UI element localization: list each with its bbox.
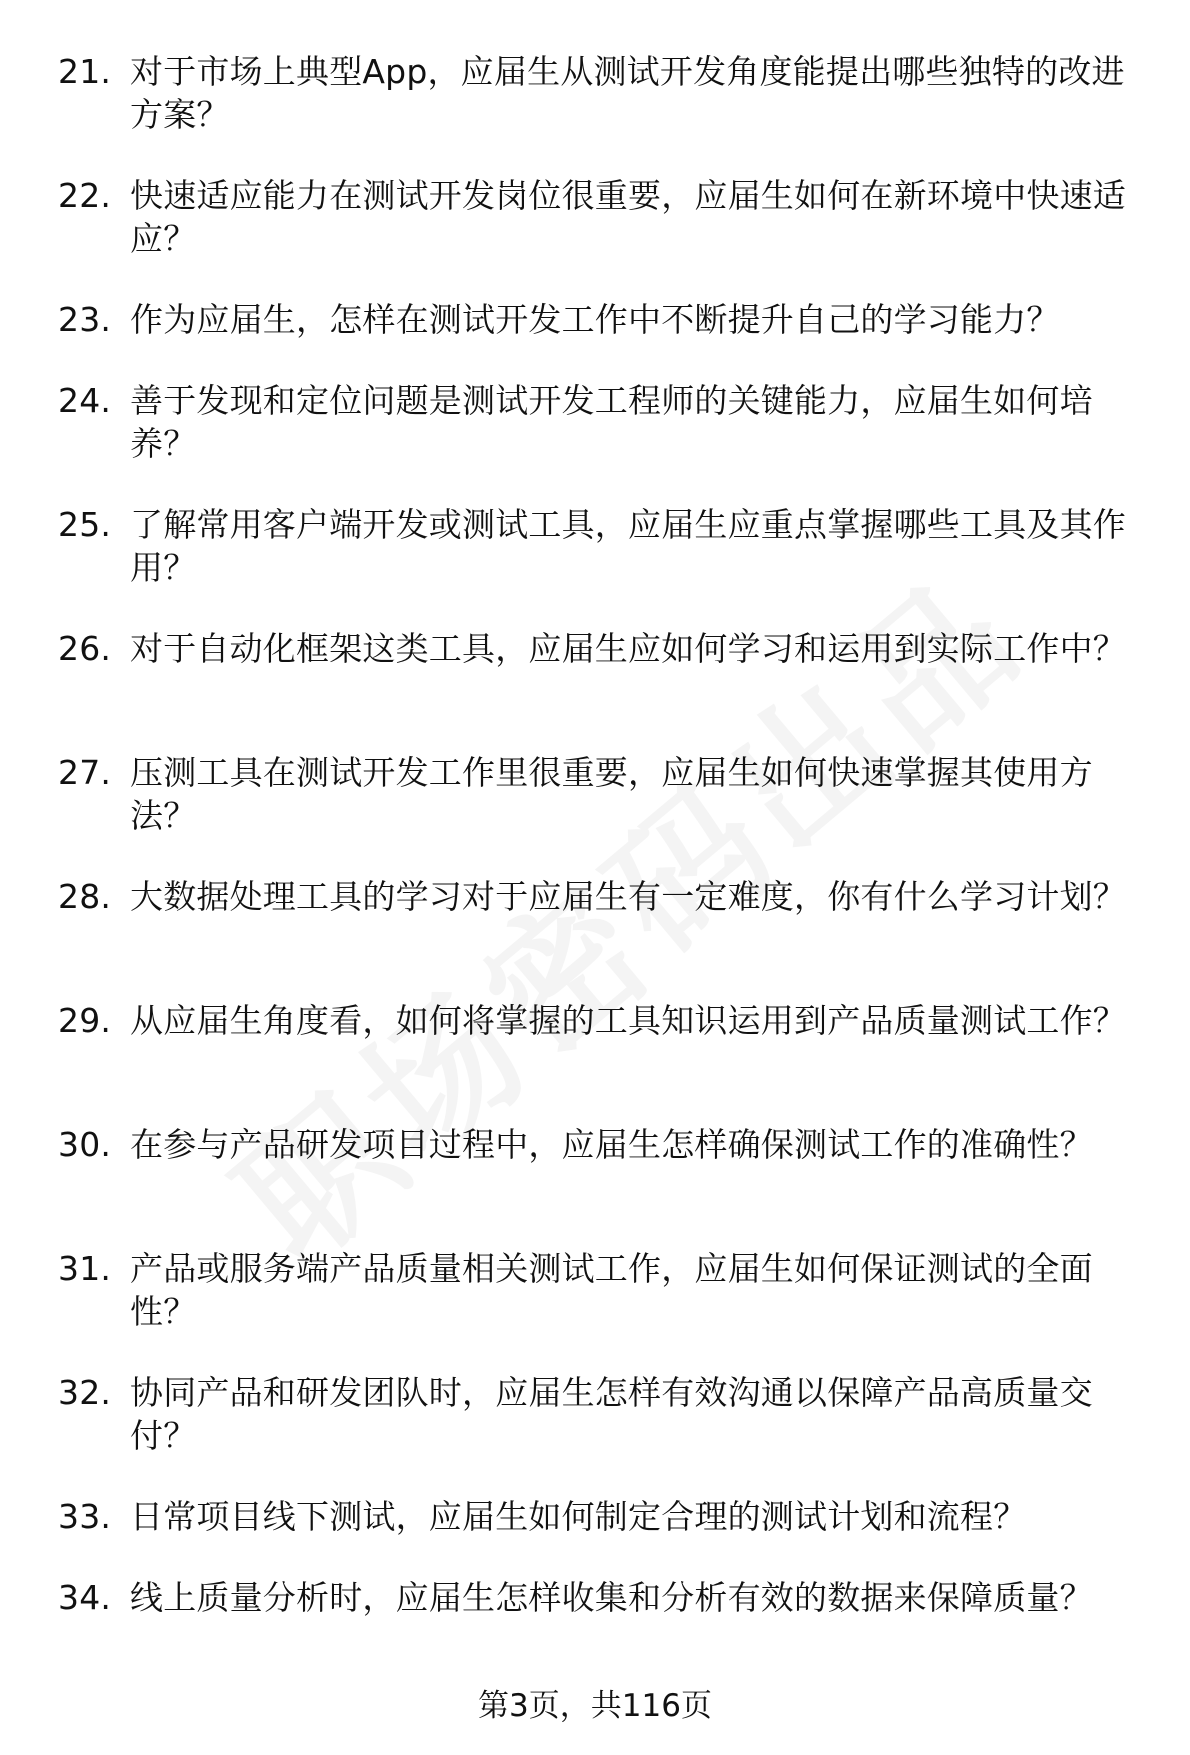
question-item bbox=[58, 627, 1148, 751]
question-item bbox=[58, 1576, 1148, 1700]
question-text: 作为应届生，怎样在测试开发工作中不断提升自己的学习能力？ bbox=[130, 300, 1060, 339]
question-item bbox=[58, 174, 1148, 298]
question-text: 快速适应能力在测试开发岗位很重要，应届生如何在新环境中快速适应？ bbox=[130, 176, 1126, 258]
question-number: 27. bbox=[58, 753, 112, 792]
question-list bbox=[58, 50, 1148, 1700]
question-item bbox=[58, 1123, 1148, 1247]
question-text: 对于自动化框架这类工具，应届生应如何学习和运用到实际工作中？ bbox=[130, 629, 1126, 668]
question-item bbox=[58, 379, 1148, 503]
question-item bbox=[58, 1371, 1148, 1495]
question-number: 28. bbox=[58, 877, 112, 916]
question-number: 24. bbox=[58, 381, 112, 420]
question-item bbox=[58, 751, 1148, 875]
question-number: 29. bbox=[58, 1001, 112, 1040]
question-text: 线上质量分析时，应届生怎样收集和分析有效的数据来保障质量？ bbox=[130, 1578, 1093, 1617]
question-item bbox=[58, 1247, 1148, 1371]
question-number: 23. bbox=[58, 300, 112, 339]
question-number: 30. bbox=[58, 1125, 112, 1164]
question-text: 在参与产品研发项目过程中，应届生怎样确保测试工作的准确性？ bbox=[130, 1125, 1093, 1164]
question-text: 大数据处理工具的学习对于应届生有一定难度，你有什么学习计划？ bbox=[130, 877, 1126, 916]
question-text: 产品或服务端产品质量相关测试工作，应届生如何保证测试的全面性？ bbox=[130, 1249, 1093, 1331]
question-number: 32. bbox=[58, 1373, 112, 1412]
question-text: 了解常用客户端开发或测试工具，应届生应重点掌握哪些工具及其作用？ bbox=[130, 505, 1126, 587]
question-text: 从应届生角度看，如何将掌握的工具知识运用到产品质量测试工作？ bbox=[130, 1001, 1126, 1040]
question-item bbox=[58, 503, 1148, 627]
page-footer: 第3页，共116页 bbox=[478, 1688, 712, 1724]
question-number: 22. bbox=[58, 176, 112, 215]
question-number: 21. bbox=[58, 52, 112, 91]
question-number: 26. bbox=[58, 629, 112, 668]
question-text: 协同产品和研发团队时，应届生怎样有效沟通以保障产品高质量交付？ bbox=[130, 1373, 1093, 1455]
question-text: 善于发现和定位问题是测试开发工程师的关键能力，应届生如何培养？ bbox=[130, 381, 1093, 463]
question-item bbox=[58, 50, 1148, 174]
question-text: 日常项目线下测试，应届生如何制定合理的测试计划和流程？ bbox=[130, 1497, 1027, 1536]
question-text: 压测工具在测试开发工作里很重要，应届生如何快速掌握其使用方法？ bbox=[130, 753, 1093, 835]
question-item bbox=[58, 875, 1148, 999]
question-number: 31. bbox=[58, 1249, 112, 1288]
question-number: 33. bbox=[58, 1497, 112, 1536]
question-number: 25. bbox=[58, 505, 112, 544]
question-item bbox=[58, 1495, 1148, 1576]
question-item bbox=[58, 999, 1148, 1123]
question-number: 34. bbox=[58, 1578, 112, 1617]
question-item bbox=[58, 298, 1148, 379]
question-text: 对于市场上典型App，应届生从测试开发角度能提出哪些独特的改进方案？ bbox=[130, 52, 1125, 134]
